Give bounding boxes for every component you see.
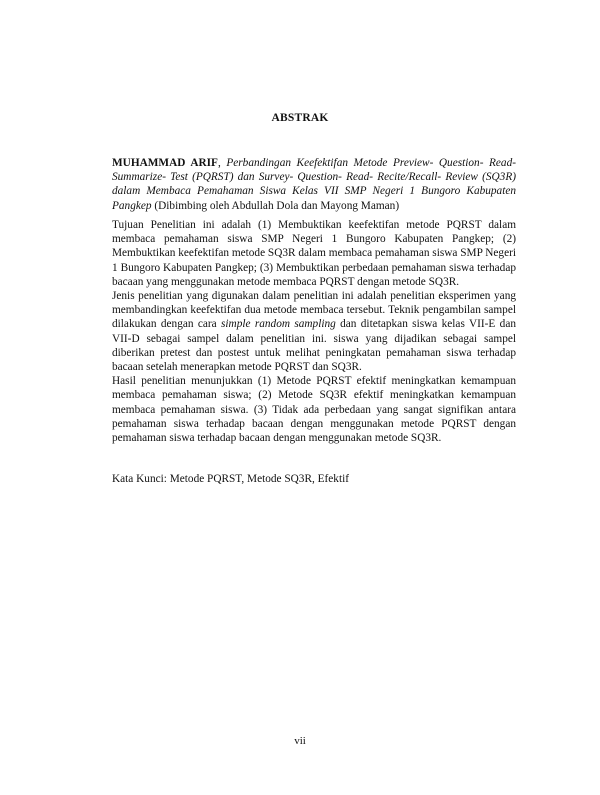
keywords: Kata Kunci: Metode PQRST, Metode SQ3R, Efektif [112, 473, 349, 485]
sampling-term: simple random sampling [221, 318, 336, 331]
author-name: MUHAMMAD ARIF [112, 157, 218, 169]
page-title: ABSTRAK [271, 112, 329, 124]
author-separator: , [217, 157, 227, 169]
abstract-body [112, 218, 516, 445]
citation-paragraph [112, 156, 516, 213]
supervisors: (Dibimbing oleh Abdullah Dola dan Mayong Maman) [151, 199, 400, 212]
page-number: vii [294, 735, 306, 747]
method-text-b: dan ditetapkan siswa kelas VII-E dan VII-D sebagai sampel dalam penelitian ini. siswa yang dijadikan sebagai sampel diberikan pretest dan postest untuk melihat peningkatan pemahaman siswa terhadap bacaan setelah menerapkan metode PQRST dan SQ3R. [112, 318, 516, 374]
paragraph-results: Hasil penelitian menunjukkan (1) Metode PQRST efektif meningkatkan kemampuan membaca pemahaman siswa; (2) Metode SQ3R efektif meningkatkan kemampuan membaca pemahaman siswa. (3) Tidak ada perbedaan yang sangat signifikan antara pemahaman siswa terhadap bacaan dengan menggunakan metode PQRST dengan pemahaman siswa terhadap bacaan dengan menggunakan metode SQ3R. [112, 375, 516, 445]
paragraph-objectives: Tujuan Penelitian ini adalah (1) Membuktikan keefektifan metode PQRST dalam membaca pemahaman siswa SMP Negeri 1 Bungoro Kabupaten Pangkep; (2) Membuktikan keefektifan metode SQ3R dalam membaca pemahaman siswa SMP Negeri 1 Bungoro Kabupaten Pangkep; (3) Membuktikan perbedaan pemahaman siswa terhadap bacaan yang menggunakan metode membaca PQRST dengan metode SQ3R. [112, 219, 516, 288]
thesis-title: Perbandingan Keefektifan Metode Preview- Question- Read- Summarize- Test (PQRST) dan Survey- Question- Read- Recite/Recall- Review (SQ3R) dalam Membaca Pemahaman Siswa Kelas VII SMP Negeri 1 Bungoro Kabupaten Pangkep [112, 157, 516, 212]
paragraph-method [112, 289, 516, 374]
method-text-a: Jenis penelitian yang digunakan dalam penelitian ini adalah penelitian eksperimen yang membandingkan keefektifan dua metode membaca tersebut. Teknik pengambilan sampel dilakukan dengan cara [112, 290, 516, 331]
